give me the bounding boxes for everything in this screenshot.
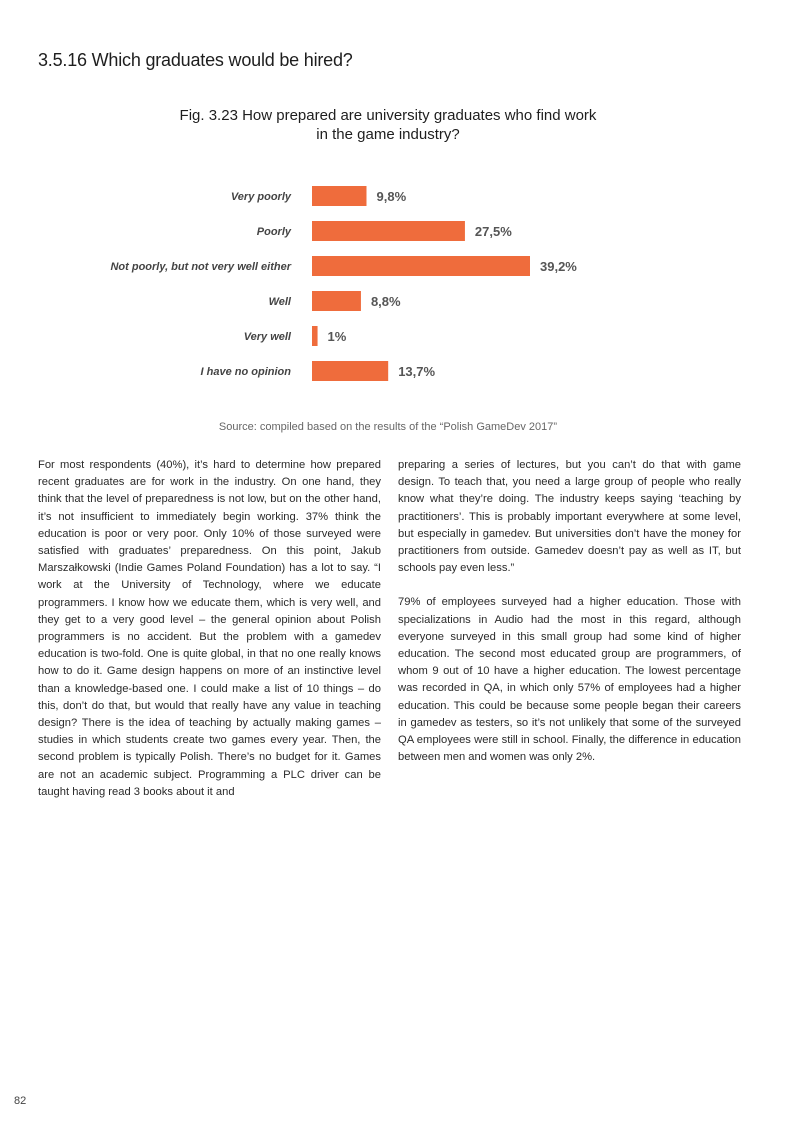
value-label: 8,8% bbox=[370, 294, 401, 309]
category-label: Not poorly, but not very well either bbox=[110, 261, 291, 273]
figure-title-line-2: in the game industry? bbox=[316, 126, 460, 143]
figure-source: Source: compiled based on the results of the “Polish GameDev 2017” bbox=[218, 421, 558, 433]
value-label: 9,8% bbox=[376, 189, 407, 204]
bar bbox=[312, 291, 361, 311]
value-label: 1% bbox=[327, 329, 347, 344]
value-label: 13,7% bbox=[398, 364, 436, 379]
category-label: Very poorly bbox=[230, 191, 291, 203]
bar bbox=[312, 221, 465, 241]
section-title: 3.5.16 Which graduates would be hired? bbox=[38, 50, 353, 70]
body-paragraph: For most respondents (40%), it’s hard to determine how prepared recent graduates are for work in the industry. On one hand, they think that the level of preparedness is not low, but on the other hand, it’s not insufficient to immediately begin working. 37% think the education is poor or very poor. Only 10% of those surveyed were satisfied with graduates’ preparedness. On this point, Jakub Marszałkowski (Indie Games Poland Foundation) has a lot to say. “I work at the University of Technology, where we educate programmers. I know how we educate them, which is very well, and they get to a very good level – the general opinion about Polish programmers is no accident. But the problem with a gamedev education is two-fold. One is quite global, in that no one really knows how to do it. Game design happens on more of an instinctive level than a knowledge-based one. I could make a list of 10 things – do this, don’t do that, but would that really have any value in teaching design? There is the idea of teaching by actually making games – studies in which students create two games every year. Then, the second problem is typically Polish. There’s no budget for it. Games are not an academic subject. Programming a PLC driver can be taught having read 3 books about it and bbox=[38, 459, 381, 798]
body-column-right bbox=[398, 457, 741, 783]
bar-chart bbox=[0, 170, 800, 400]
body-paragraph: 79% of employees surveyed had a higher education. Those with specializations in Audio had the most in this regard, although everyone surveyed in this small group had some kind of higher education. The second most educated group are programmers, of whom 9 out of 10 have a higher education. The lowest percentage was recorded in QA, in which only 57% of employees had a higher education. This could be because some people began their careers in gamedev as testers, so it’s not unlikely that some of the surveyed QA employees were still in school. Finally, the difference in education between men and women was only 2%. bbox=[398, 596, 741, 764]
category-label: Poorly bbox=[256, 226, 291, 238]
figure-title-line-1: Fig. 3.23 How prepared are university graduates who find work bbox=[179, 107, 597, 124]
bar bbox=[312, 361, 388, 381]
category-label: Well bbox=[268, 296, 291, 308]
category-label: Very well bbox=[243, 331, 291, 343]
body-column-left bbox=[38, 457, 381, 818]
bar bbox=[312, 326, 318, 346]
page-number: 82 bbox=[14, 1095, 27, 1107]
value-label: 39,2% bbox=[540, 259, 577, 274]
category-label: I have no opinion bbox=[200, 366, 291, 378]
figure-title bbox=[0, 106, 776, 144]
body-paragraph: preparing a series of lectures, but you can’t do that with game design. To teach that, you need a large group of people who really know what they’re doing. The industry keeps saying ‘teaching by practitioners’. This is probably important everywhere at some level, but especially in gamedev. But universities don’t have the money for practitioners from outside. Gamedev doesn’t pay as well as IT, but schools pay even less.” bbox=[398, 459, 741, 575]
bar bbox=[312, 256, 530, 276]
value-label: 27,5% bbox=[474, 224, 512, 239]
bar bbox=[312, 186, 367, 206]
